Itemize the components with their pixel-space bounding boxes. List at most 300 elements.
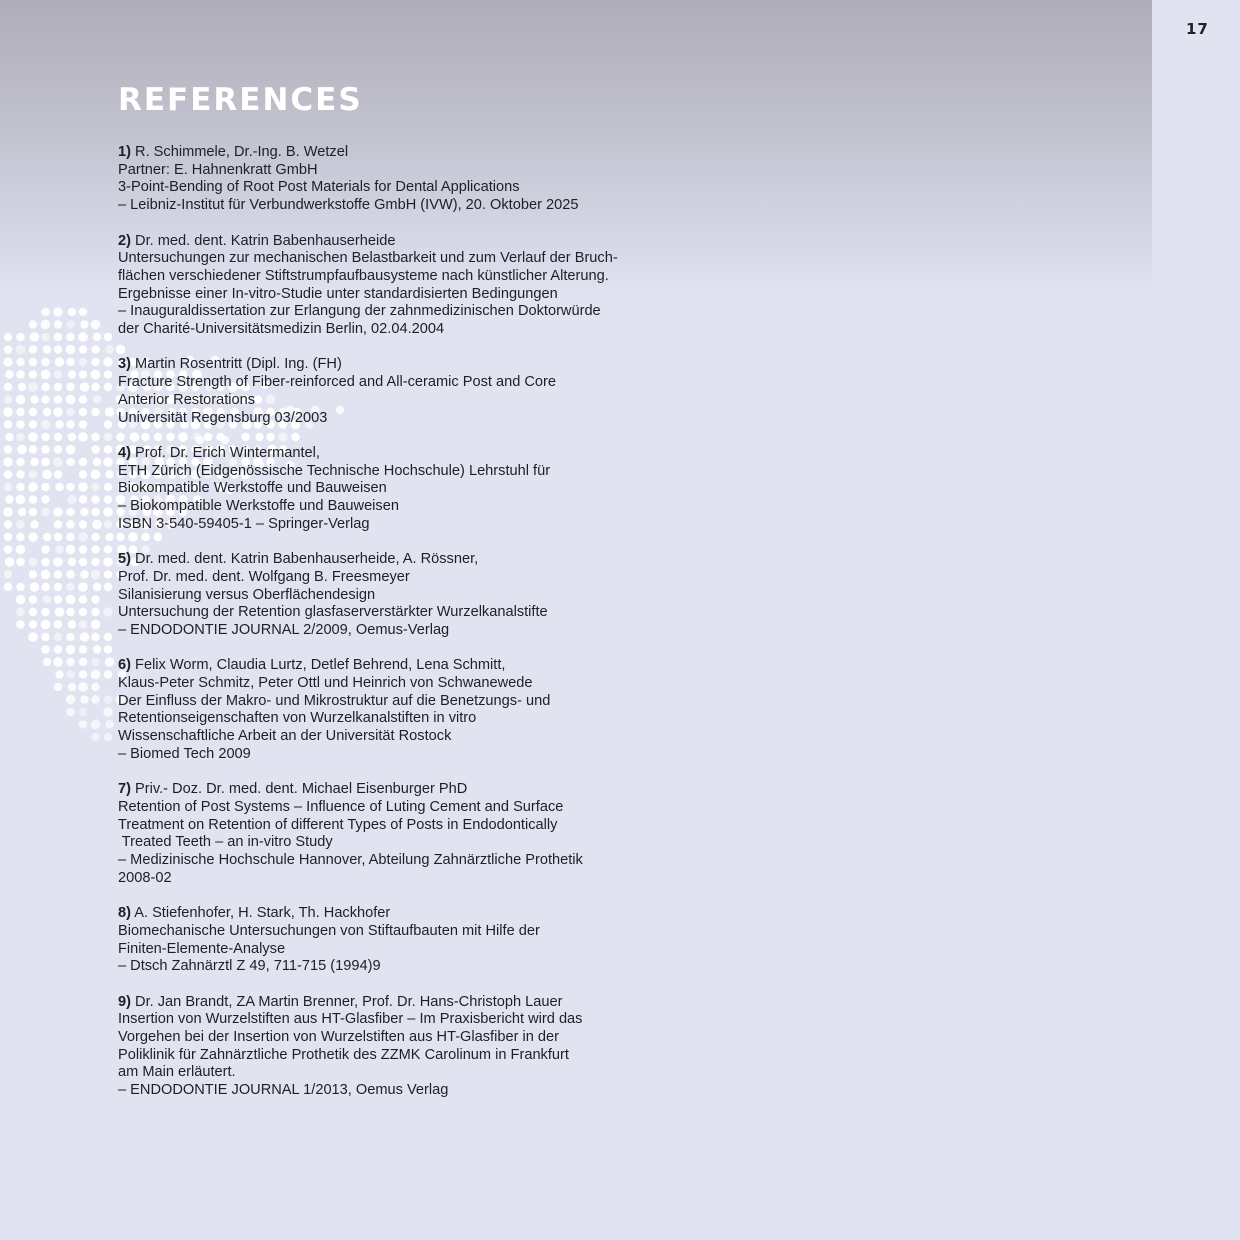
pattern-dot <box>105 345 113 353</box>
pattern-dot <box>54 520 62 528</box>
reference-item <box>118 551 758 640</box>
reference-line <box>118 410 758 428</box>
pattern-dot <box>53 657 63 667</box>
pattern-dot <box>41 333 49 341</box>
reference-line <box>118 693 758 711</box>
reference-line <box>118 374 758 392</box>
pattern-dot <box>54 533 62 541</box>
pattern-dot <box>16 520 24 528</box>
pattern-dot <box>16 545 26 555</box>
pattern-dot <box>104 583 112 591</box>
reference-line <box>118 941 758 959</box>
pattern-dot <box>41 483 49 491</box>
pattern-dot <box>4 570 12 578</box>
pattern-dot <box>91 608 99 616</box>
reference-line-text: Der Einfluss der Makro- und Mikrostruktur auf die Benetzungs- und <box>118 692 551 709</box>
pattern-dot <box>54 645 62 653</box>
pattern-dot <box>104 545 112 553</box>
reference-item <box>118 144 758 215</box>
pattern-dot <box>16 370 24 378</box>
reference-line-text: Treatment on Retention of different Types of Posts in Endodontically <box>118 816 558 833</box>
pattern-dot <box>5 370 13 378</box>
pattern-dot <box>79 470 87 478</box>
pattern-dot <box>41 370 51 380</box>
reference-line-text: Dr. Jan Brandt, ZA Martin Brenner, Prof. Dr. Hans-Christoph Lauer <box>130 993 563 1010</box>
pattern-dot <box>54 320 62 328</box>
reference-item <box>118 781 758 887</box>
pattern-dot <box>80 632 90 642</box>
reference-line-text: Finiten-Elemente-Analyse <box>118 940 286 957</box>
reference-line-text: 3-Point-Bending of Root Post Materials for Dental Applications <box>118 179 520 196</box>
reference-line-text: der Charité-Universitätsmedizin Berlin, 02.04.2004 <box>118 321 445 338</box>
pattern-dot <box>103 357 113 367</box>
pattern-dot <box>78 582 88 592</box>
pattern-dot <box>79 370 87 378</box>
pattern-dot <box>66 358 74 366</box>
pattern-dot <box>55 670 63 678</box>
pattern-dot <box>54 395 62 403</box>
reference-line-text: Ergebnisse einer In-vitro-Studie unter standardisierten Bedingungen <box>118 285 558 302</box>
reference-number: 4) <box>118 444 131 461</box>
pattern-dot <box>79 545 87 553</box>
pattern-dot <box>68 620 76 628</box>
reference-line-text: Klaus-Peter Schmitz, Peter Ottl und Heinrich von Schwanewede <box>118 675 533 692</box>
reference-line-text: – Inauguraldissertation zur Erlangung der zahnmedizinischen Doktorwürde <box>118 303 601 320</box>
pattern-dot <box>55 545 63 553</box>
reference-line-text: Wissenschaftliche Arbeit an der Universität Rostock <box>118 728 452 745</box>
pattern-dot <box>91 433 99 441</box>
pattern-dot <box>29 408 37 416</box>
pattern-dot <box>104 733 112 741</box>
pattern-dot <box>66 570 74 578</box>
pattern-dot <box>68 433 76 441</box>
pattern-dot <box>68 683 76 691</box>
pattern-dot <box>4 333 12 341</box>
reference-line-text: Dr. med. dent. Katrin Babenhauserheide, A. Rössner, <box>130 551 479 568</box>
pattern-dot <box>91 620 101 630</box>
pattern-dot <box>91 470 101 480</box>
reference-line-text: R. Schimmele, Dr.-Ing. B. Wetzel <box>130 144 349 160</box>
pattern-dot <box>66 345 76 355</box>
pattern-dot <box>91 733 99 741</box>
pattern-dot <box>105 657 115 667</box>
reference-line <box>118 144 758 162</box>
pattern-dot <box>66 595 76 605</box>
reference-line-text: – Biokompatible Werkstoffe und Bauweisen <box>118 498 399 515</box>
reference-line <box>118 1064 758 1082</box>
pattern-dot <box>16 358 24 366</box>
pattern-dot <box>4 345 12 353</box>
pattern-dot <box>29 345 37 353</box>
pattern-dot <box>79 308 87 316</box>
pattern-dot <box>41 620 51 630</box>
pattern-dot <box>91 658 99 666</box>
reference-line <box>118 781 758 799</box>
page-number: 17 <box>1186 20 1209 38</box>
pattern-dot <box>79 395 87 403</box>
reference-line-text: Treated Teeth – an in-vitro Study <box>118 834 333 851</box>
pattern-dot <box>16 620 24 628</box>
reference-line-text: – Biomed Tech 2009 <box>118 745 251 762</box>
reference-item <box>118 994 758 1100</box>
pattern-dot <box>66 695 76 705</box>
pattern-dot <box>66 658 74 666</box>
reference-line-text: Priv.- Doz. Dr. med. dent. Michael Eisenburger PhD <box>130 781 468 798</box>
pattern-dot <box>41 320 51 330</box>
reference-line-text: Dr. med. dent. Katrin Babenhauserheide <box>130 232 396 249</box>
pattern-dot <box>91 558 99 566</box>
pattern-dot <box>104 445 112 453</box>
reference-number: 8) <box>118 905 131 922</box>
pattern-dot <box>80 320 88 328</box>
reference-number: 2) <box>118 232 131 249</box>
reference-item <box>118 356 758 427</box>
pattern-dot <box>91 695 99 703</box>
pattern-dot <box>79 520 87 528</box>
reference-line <box>118 728 758 746</box>
pattern-dot <box>55 607 65 617</box>
pattern-dot <box>16 483 24 491</box>
pattern-dot <box>4 470 12 478</box>
reference-line <box>118 321 758 339</box>
pattern-dot <box>66 408 74 416</box>
pattern-dot <box>79 720 87 728</box>
pattern-dot <box>104 433 112 441</box>
pattern-dot <box>28 482 38 492</box>
reference-number: 6) <box>118 657 131 674</box>
pattern-dot <box>91 408 99 416</box>
pattern-dot <box>68 308 76 316</box>
pattern-dot <box>41 395 49 403</box>
reference-item <box>118 905 758 976</box>
reference-line-text: flächen verschiedener Stiftstrumpfaufbausysteme nach künstlicher Alterung. <box>118 267 609 284</box>
pattern-dot <box>104 670 112 678</box>
pattern-dot <box>16 495 26 505</box>
reference-line <box>118 1011 758 1029</box>
pattern-dot <box>66 608 74 616</box>
reference-line <box>118 303 758 321</box>
reference-line <box>118 1047 758 1065</box>
pattern-dot <box>3 457 13 467</box>
pattern-dot <box>104 570 112 578</box>
reference-number: 5) <box>118 551 131 568</box>
pattern-dot <box>29 620 37 628</box>
pattern-dot <box>79 708 87 716</box>
reference-line-text: Biomechanische Untersuchungen von Stiftaufbauten mit Hilfe der <box>118 922 540 939</box>
pattern-dot <box>16 558 24 566</box>
pattern-dot <box>16 345 26 355</box>
pattern-dot <box>18 383 26 391</box>
pattern-dot <box>4 520 12 528</box>
reference-line <box>118 268 758 286</box>
reference-line-text: – ENDODONTIE JOURNAL 1/2013, Oemus Verlag <box>118 1082 449 1099</box>
reference-line <box>118 817 758 835</box>
pattern-dot <box>28 382 38 392</box>
pattern-dot <box>29 358 37 366</box>
reference-line-text: Retentionseigenschaften von Wurzelkanalstiften in vitro <box>118 710 477 727</box>
pattern-dot <box>66 520 74 528</box>
reference-line <box>118 675 758 693</box>
pattern-dot <box>66 458 74 466</box>
pattern-dot <box>41 608 49 616</box>
pattern-dot <box>41 445 49 453</box>
pattern-dot <box>103 507 113 517</box>
reference-number: 1) <box>118 144 131 160</box>
reference-line <box>118 356 758 374</box>
reference-list <box>118 144 758 1118</box>
pattern-dot <box>66 533 74 541</box>
pattern-dot <box>41 433 49 441</box>
pattern-dot <box>16 533 24 541</box>
pattern-dot <box>79 620 87 628</box>
pattern-dot <box>91 358 99 366</box>
reference-line <box>118 392 758 410</box>
reference-line-text: A. Stiefenhofer, H. Stark, Th. Hackhofer <box>130 905 391 922</box>
pattern-dot <box>66 395 76 405</box>
reference-line-text: Felix Worm, Claudia Lurtz, Detlef Behrend, Lena Schmitt, <box>130 657 506 674</box>
pattern-dot <box>41 358 49 366</box>
pattern-dot <box>53 407 63 417</box>
pattern-dot <box>16 608 24 616</box>
pattern-dot <box>16 395 26 405</box>
pattern-dot <box>41 420 51 430</box>
pattern-dot <box>91 370 101 380</box>
pattern-dot <box>66 708 74 716</box>
pattern-dot <box>92 520 102 530</box>
pattern-dot <box>16 458 24 466</box>
pattern-dot <box>93 583 101 591</box>
pattern-dot <box>91 670 101 680</box>
reference-line <box>118 587 758 605</box>
pattern-dot <box>43 533 51 541</box>
pattern-dot <box>16 470 24 478</box>
pattern-dot <box>68 558 76 566</box>
pattern-dot <box>41 508 49 516</box>
pattern-dot <box>91 345 99 353</box>
pattern-dot <box>91 633 99 641</box>
pattern-dot <box>29 508 37 516</box>
pattern-dot <box>3 507 13 517</box>
pattern-dot <box>54 633 62 641</box>
reference-line <box>118 569 758 587</box>
pattern-dot <box>66 645 76 655</box>
reference-line <box>118 852 758 870</box>
pattern-dot <box>79 558 87 566</box>
pattern-dot <box>91 545 99 553</box>
pattern-dot <box>67 495 77 505</box>
pattern-dot <box>29 470 37 478</box>
pattern-dot <box>30 582 40 592</box>
pattern-dot <box>53 307 63 317</box>
pattern-dot <box>66 545 76 555</box>
pattern-dot <box>91 445 99 453</box>
reference-line-text: Untersuchungen zur mechanischen Belastbarkeit und zum Verlauf der Bruch- <box>118 250 618 267</box>
pattern-dot <box>91 683 99 691</box>
pattern-dot <box>54 470 62 478</box>
pattern-dot <box>104 383 112 391</box>
pattern-dot <box>66 320 74 328</box>
pattern-dot <box>79 358 87 366</box>
pattern-dot <box>66 333 74 341</box>
pattern-dot <box>104 520 112 528</box>
pattern-dot <box>66 445 76 455</box>
pattern-dot <box>93 333 101 341</box>
pattern-dot <box>29 320 37 328</box>
pattern-dot <box>29 595 37 603</box>
pattern-dot <box>55 420 63 428</box>
pattern-dot <box>16 583 24 591</box>
pattern-dot <box>16 333 24 341</box>
pattern-dot <box>54 370 62 378</box>
reference-line-text: Martin Rosentritt (Dipl. Ing. (FH) <box>130 356 342 373</box>
pattern-dot <box>93 645 101 653</box>
pattern-dot <box>103 557 113 567</box>
pattern-dot <box>29 570 37 578</box>
reference-line <box>118 1029 758 1047</box>
reference-line <box>118 870 758 888</box>
reference-item <box>118 445 758 534</box>
pattern-dot <box>3 407 13 417</box>
pattern-dot <box>105 720 113 728</box>
pattern-dot <box>79 345 87 353</box>
pattern-dot <box>30 332 40 342</box>
pattern-dot <box>68 370 76 378</box>
pattern-dot <box>104 483 112 491</box>
pattern-dot <box>54 570 62 578</box>
reference-line-text: Retention of Post Systems – Influence of Luting Cement and Surface <box>118 798 564 815</box>
pattern-dot <box>28 632 38 642</box>
reference-line <box>118 958 758 976</box>
pattern-dot <box>4 483 12 491</box>
pattern-dot <box>5 433 13 441</box>
pattern-dot <box>41 383 49 391</box>
reference-item <box>118 233 758 339</box>
pattern-dot <box>104 645 112 653</box>
reference-line <box>118 710 758 728</box>
reference-line-text: 2008-02 <box>118 869 172 886</box>
pattern-dot <box>66 420 74 428</box>
pattern-dot <box>79 420 87 428</box>
reference-number: 9) <box>118 993 131 1010</box>
pattern-dot <box>66 633 74 641</box>
reference-line-text: Prof. Dr. Erich Wintermantel, <box>130 444 320 461</box>
pattern-dot <box>55 357 65 367</box>
reference-line <box>118 905 758 923</box>
pattern-dot <box>79 458 87 466</box>
pattern-dot <box>41 545 49 553</box>
reference-line <box>118 834 758 852</box>
reference-line <box>118 250 758 268</box>
pattern-dot <box>17 445 27 455</box>
reference-line <box>118 480 758 498</box>
pattern-dot <box>91 720 101 730</box>
pattern-dot <box>79 408 87 416</box>
pattern-dot <box>91 533 99 541</box>
pattern-dot <box>79 495 87 503</box>
pattern-dot <box>79 670 87 678</box>
pattern-dot <box>30 520 38 528</box>
pattern-dot <box>80 570 88 578</box>
pattern-dot <box>91 483 99 491</box>
pattern-dot <box>104 695 112 703</box>
pattern-dot <box>16 595 26 605</box>
reference-number: 7) <box>118 781 131 798</box>
reference-line-text: Partner: E. Hahnenkratt GmbH <box>118 161 318 178</box>
pattern-dot <box>16 433 24 441</box>
pattern-dot <box>4 545 12 553</box>
pattern-dot <box>66 583 74 591</box>
pattern-dot <box>5 495 13 503</box>
pattern-dot <box>105 533 113 541</box>
reference-line <box>118 994 758 1012</box>
pattern-dot <box>103 607 113 617</box>
pattern-dot <box>43 345 51 353</box>
pattern-dot <box>29 608 37 616</box>
pattern-dot <box>54 445 62 453</box>
pattern-dot <box>28 532 38 542</box>
pattern-dot <box>105 470 113 478</box>
reference-line <box>118 604 758 622</box>
pattern-dot <box>43 658 51 666</box>
pattern-dot <box>4 420 12 428</box>
reference-line-text: am Main erläutert. <box>118 1064 236 1081</box>
pattern-dot <box>4 533 12 541</box>
pattern-dot <box>4 383 12 391</box>
pattern-dot <box>78 482 88 492</box>
pattern-dot <box>104 495 112 503</box>
pattern-dot <box>79 608 87 616</box>
pattern-dot <box>54 333 62 341</box>
pattern-dot <box>66 483 74 491</box>
pattern-dot <box>41 308 49 316</box>
pattern-dot <box>30 395 38 403</box>
pattern-dot <box>41 558 49 566</box>
reference-line-text: Vorgehen bei der Insertion von Wurzelstiften aus HT-Glasfiber in der <box>118 1029 560 1046</box>
reference-line <box>118 498 758 516</box>
pattern-dot <box>3 357 13 367</box>
reference-item <box>118 657 758 763</box>
reference-line <box>118 286 758 304</box>
pattern-dot <box>41 633 49 641</box>
pattern-dot <box>53 507 63 517</box>
pattern-dot <box>29 370 37 378</box>
pattern-dot <box>104 420 112 428</box>
pattern-dot <box>54 683 62 691</box>
pattern-dot <box>54 383 62 391</box>
pattern-dot <box>4 445 12 453</box>
pattern-dot <box>54 620 62 628</box>
pattern-dot <box>41 645 49 653</box>
reference-line <box>118 799 758 817</box>
pattern-dot <box>104 633 112 641</box>
pattern-dot <box>29 445 37 453</box>
pattern-dot <box>91 508 99 516</box>
reference-line-text: Prof. Dr. med. dent. Wolfgang B. Freesmeyer <box>118 568 410 585</box>
pattern-dot <box>79 595 87 603</box>
reference-line <box>118 463 758 481</box>
pattern-dot <box>66 670 74 678</box>
reference-number: 3) <box>118 356 131 373</box>
reference-line-text: Insertion von Wurzelstiften aus HT-Glasfiber – Im Praxisbericht wird das <box>118 1011 583 1028</box>
pattern-dot <box>55 483 63 491</box>
pattern-dot <box>103 457 113 467</box>
pattern-dot <box>91 570 101 580</box>
pattern-dot <box>30 458 38 466</box>
reference-line <box>118 622 758 640</box>
reference-line-text: – Dtsch Zahnärztl Z 49, 711-715 (1994)9 <box>118 958 381 975</box>
pattern-dot <box>16 408 24 416</box>
reference-line-text: – Medizinische Hochschule Hannover, Abteilung Zahnärztliche Prothetik <box>118 852 583 869</box>
